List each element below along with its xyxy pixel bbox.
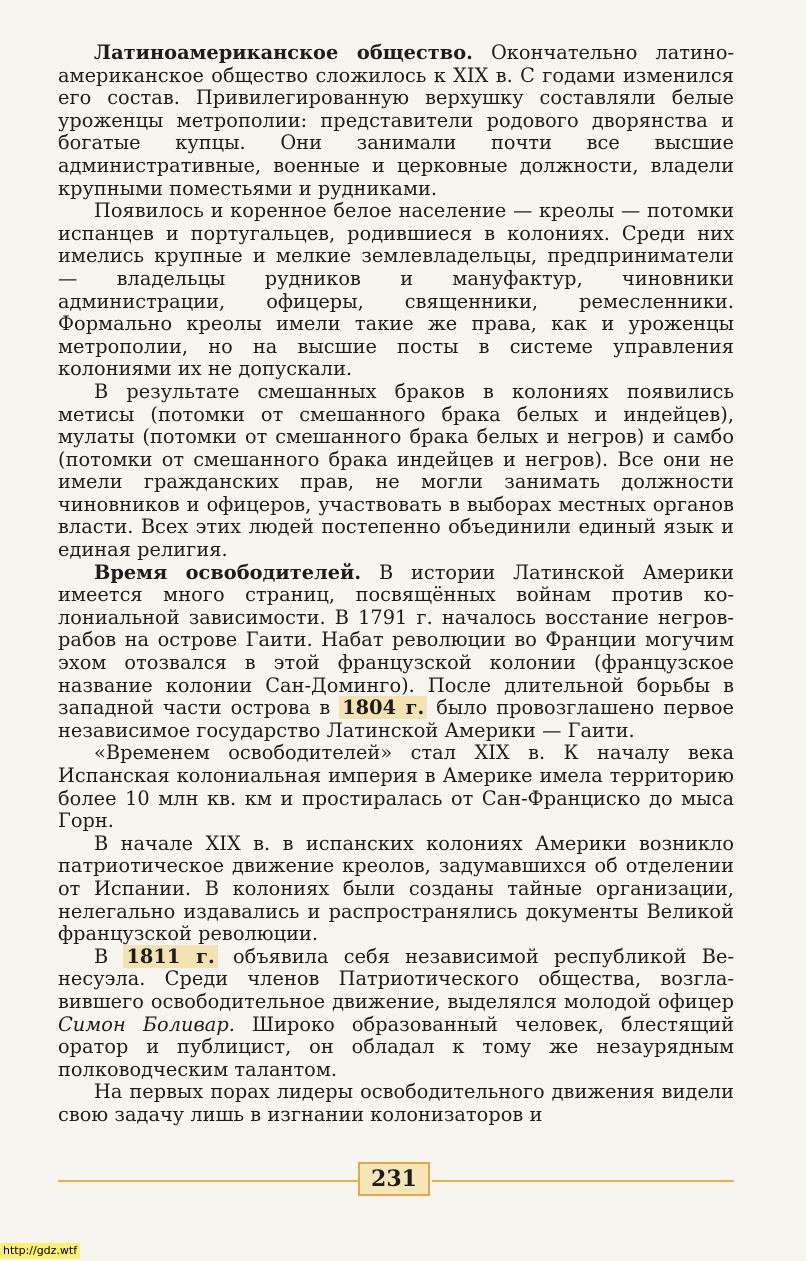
section-heading: Латиноамериканское общество.: [94, 41, 473, 64]
paragraph: [58, 742, 734, 832]
paragraph: [58, 833, 734, 946]
highlighted-date: 1804 г.: [339, 696, 427, 719]
text-run: В истории Латинской Америки имеется много страниц, посвящённых войнам против колониальной зависимости. В 1791 г. началось восстание негров-рабов на острове Гаити. Набат революции во Франции могучим эхом отозвался в этой французской колонии (французское название колонии Сан-Доминго). После длительной борьбы в западной части острова в: [58, 560, 734, 720]
text-run: Окончательно латиноамериканское общество сложилось к XIX в. С годами изменился его состав. Привилегированную верхушку составляли белые уроженцы метрополии: представители родового дворянства и богатые купцы. Они занимали почти все высшие административные, военные и церковные должности, владели крупными поместьями и рудниками.: [58, 41, 734, 200]
text-run: В начале XIX в. в испанских колониях Америки возникло патриотическое движение креолов, задумавшихся об отделении от Испании. В колониях были созданы тайные организации, нелегально издавались и распространялись документы Великой французской революции.: [58, 831, 734, 946]
paragraph: [58, 200, 734, 381]
paragraph: [58, 381, 734, 562]
italic-name: Симон Боливар.: [58, 1012, 235, 1036]
text-run: было провозглашено первое независимое государство Латинской Америки — Гаити.: [58, 696, 734, 742]
footer-rule-right: [432, 1180, 734, 1182]
text-run: Появилось и коренное белое население — креолы — потомки испанцев и португальцев, родившиеся в колониях. Среди них имелись крупные и мелкие землевладельцы, предприниматели — владельцы рудников и мануфактур, чиновники администрации, офицеры, священники, ремесленники. Формально креолы имели такие же права, как и уроженцы метрополии, но на высшие посты в системе управления колониями их не допускали.: [58, 199, 734, 381]
text-run: «Временем освободителей» стал XIX в. К началу века Испанская колониальная империя в Америке имела территорию более 10 млн кв. км и простиралась от Сан-Франциско до мыса Горн.: [58, 741, 734, 833]
footer-rule-left: [58, 1180, 358, 1182]
text-run: В результате смешанных браков в колониях появились метисы (потомки от смешанного брака белых и индейцев), мулаты (потомки от смешанного брака белых и негров) и самбо (потомки от смешанного брака индейцев и негров). Все они не имели гражданских прав, не могли занимать должности чиновников и офицеров, участвовать в выборах местных органов власти. Всех этих людей постепенно объединили единый язык и единая религия.: [58, 379, 734, 562]
page-text-body: [58, 42, 734, 1127]
text-run: На первых порах лидеры освободительного движения видели свою задачу лишь в изгнании колонизаторов и: [58, 1080, 734, 1126]
paragraph: [58, 42, 734, 200]
paragraph: [58, 1081, 734, 1126]
text-run: В: [94, 944, 124, 968]
paragraph: [58, 946, 734, 1082]
watermark-link[interactable]: http://gdz.wtf: [0, 1243, 80, 1259]
section-heading: Время освободителей.: [94, 560, 362, 584]
paragraph: [58, 562, 734, 743]
page-number: 231: [358, 1162, 430, 1196]
text-run: Широко образованный человек, блестящий оратор и публицист, он обладал к тому же незаурядным полководческим талантом.: [58, 1012, 734, 1081]
text-run: объявила себя независимой республикой Венесуэла. Среди членов Патриотического общества, возглавившего освободительное движение, выделялся молодой офицер: [58, 944, 734, 1013]
highlighted-date: 1811 г.: [123, 945, 217, 968]
